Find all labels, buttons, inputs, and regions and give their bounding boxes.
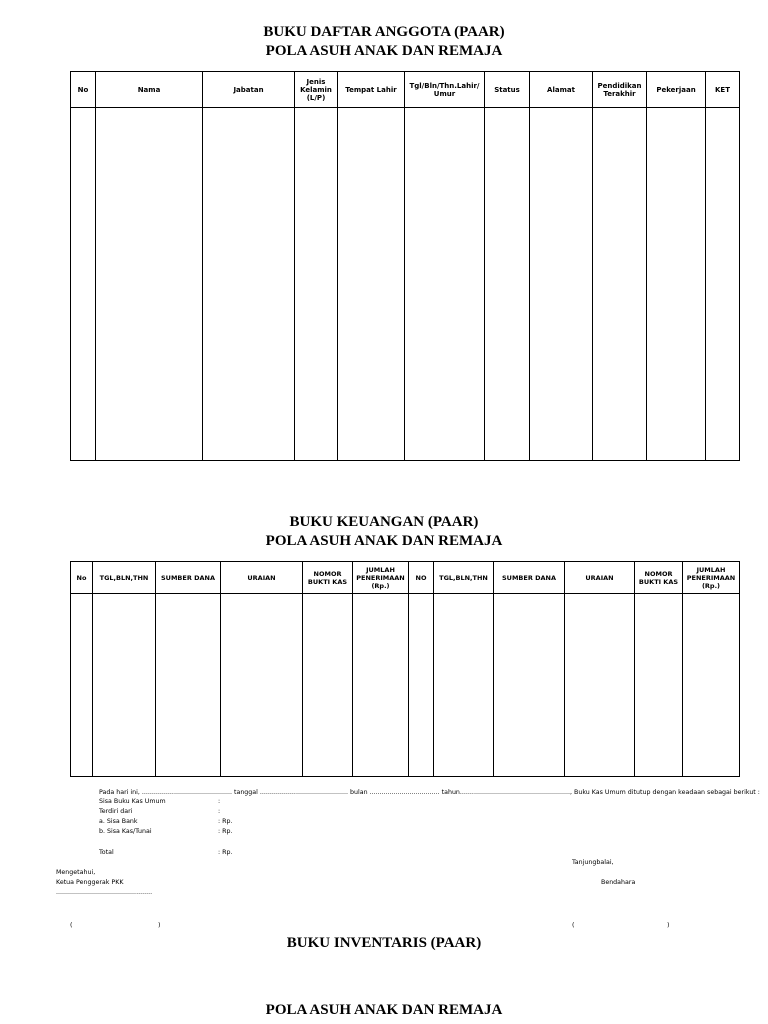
table-cell [338, 108, 405, 461]
col-header: JUMLAH PENERIMAAN (Rp.) [683, 562, 740, 594]
table-cell [303, 594, 353, 777]
table-cell [203, 108, 295, 461]
table-cell [71, 594, 93, 777]
col-header: Tempat Lahir [338, 72, 405, 108]
finance-table [70, 561, 740, 777]
total-row [99, 849, 233, 857]
col-header: TGL,BLN,THN [93, 562, 156, 594]
inventory-title: BUKU INVENTARIS (PAAR) [286, 935, 482, 951]
sisa-tunai-value: : Rp. [218, 828, 233, 835]
col-header: URAIAN [221, 562, 303, 594]
col-header: NOMOR BUKTI KAS [303, 562, 353, 594]
table-cell [156, 594, 221, 777]
col-header: Jabatan [203, 72, 295, 108]
bracket-close-left: ) [158, 922, 161, 929]
col-header: SUMBER DANA [156, 562, 221, 594]
table-cell [494, 594, 565, 777]
table-cell [635, 594, 683, 777]
bracket-open-left: ( [70, 922, 73, 929]
bracket-open-right: ( [572, 922, 575, 929]
table-cell [565, 594, 635, 777]
col-header: JUMLAH PENERIMAAN (Rp.) [353, 562, 409, 594]
members-subtitle: POLA ASUH ANAK DAN REMAJA [265, 43, 503, 59]
finance-title: BUKU KEUANGAN (PAAR) [289, 514, 479, 530]
col-header: SUMBER DANA [494, 562, 565, 594]
closing-statement: Pada hari ini, ............................................. tanggal ............................................ bulan ................................... tahun......................................................., Buku Kas Umum ditutup dengan keadaan sebagai berikut : [99, 789, 760, 796]
col-header: No [71, 562, 93, 594]
finance-body-row [71, 594, 740, 777]
bracket-close-right: ) [667, 922, 670, 929]
table-cell [485, 108, 530, 461]
col-header: Pekerjaan [647, 72, 706, 108]
col-header: NOMOR BUKTI KAS [635, 562, 683, 594]
sisa-bank-value: : Rp. [218, 818, 233, 825]
sisa-buku-row [99, 798, 220, 806]
table-cell [353, 594, 409, 777]
finance-subtitle: POLA ASUH ANAK DAN REMAJA [265, 533, 503, 549]
sisa-tunai-label: b. Sisa Kas/Tunai [99, 828, 152, 835]
table-cell [93, 594, 156, 777]
col-header: URAIAN [565, 562, 635, 594]
sisa-bank-row [99, 818, 233, 826]
signature-dots: ................................................ [56, 889, 153, 896]
members-body-row [71, 108, 740, 461]
sisa-bank-label: a. Sisa Bank [99, 818, 138, 825]
table-cell [434, 594, 494, 777]
terdiri-row [99, 808, 220, 816]
finance-header-row [71, 562, 740, 594]
table-cell [71, 108, 96, 461]
terdiri-value: : [218, 808, 221, 815]
col-header: No [71, 72, 96, 108]
table-cell [295, 108, 338, 461]
table-cell [96, 108, 203, 461]
sisa-buku-label: Sisa Buku Kas Umum [99, 798, 166, 805]
members-header-row [71, 72, 740, 108]
table-cell [647, 108, 706, 461]
col-header: KET [706, 72, 740, 108]
total-label: Total [99, 849, 114, 856]
table-cell [530, 108, 593, 461]
col-header: NO [409, 562, 434, 594]
col-header: Pendidikan Terakhir [593, 72, 647, 108]
table-cell [706, 108, 740, 461]
sisa-buku-value: : [218, 798, 221, 805]
col-header: Nama [96, 72, 203, 108]
total-value: : Rp. [218, 849, 233, 856]
chair-label: Ketua Penggerak PKK [56, 879, 124, 886]
col-header: Tgl/Bln/Thn.Lahir/ Umur [405, 72, 485, 108]
col-header: Jenis Kelamin (L/P) [295, 72, 338, 108]
terdiri-label: Terdiri dari [99, 808, 133, 815]
col-header: Status [485, 72, 530, 108]
table-cell [593, 108, 647, 461]
inventory-subtitle: POLA ASUH ANAK DAN REMAJA [265, 1002, 503, 1018]
table-cell [221, 594, 303, 777]
sisa-tunai-row [99, 828, 233, 836]
signature-place: Tanjungbalai, [572, 859, 614, 866]
table-cell [409, 594, 434, 777]
table-cell [405, 108, 485, 461]
acknowledged-label: Mengetahui, [56, 869, 96, 876]
members-table [70, 71, 740, 461]
treasurer-label: Bendahara [601, 879, 636, 886]
members-title: BUKU DAFTAR ANGGOTA (PAAR) [263, 24, 505, 40]
col-header: Alamat [530, 72, 593, 108]
table-cell [683, 594, 740, 777]
col-header: TGL,BLN,THN [434, 562, 494, 594]
